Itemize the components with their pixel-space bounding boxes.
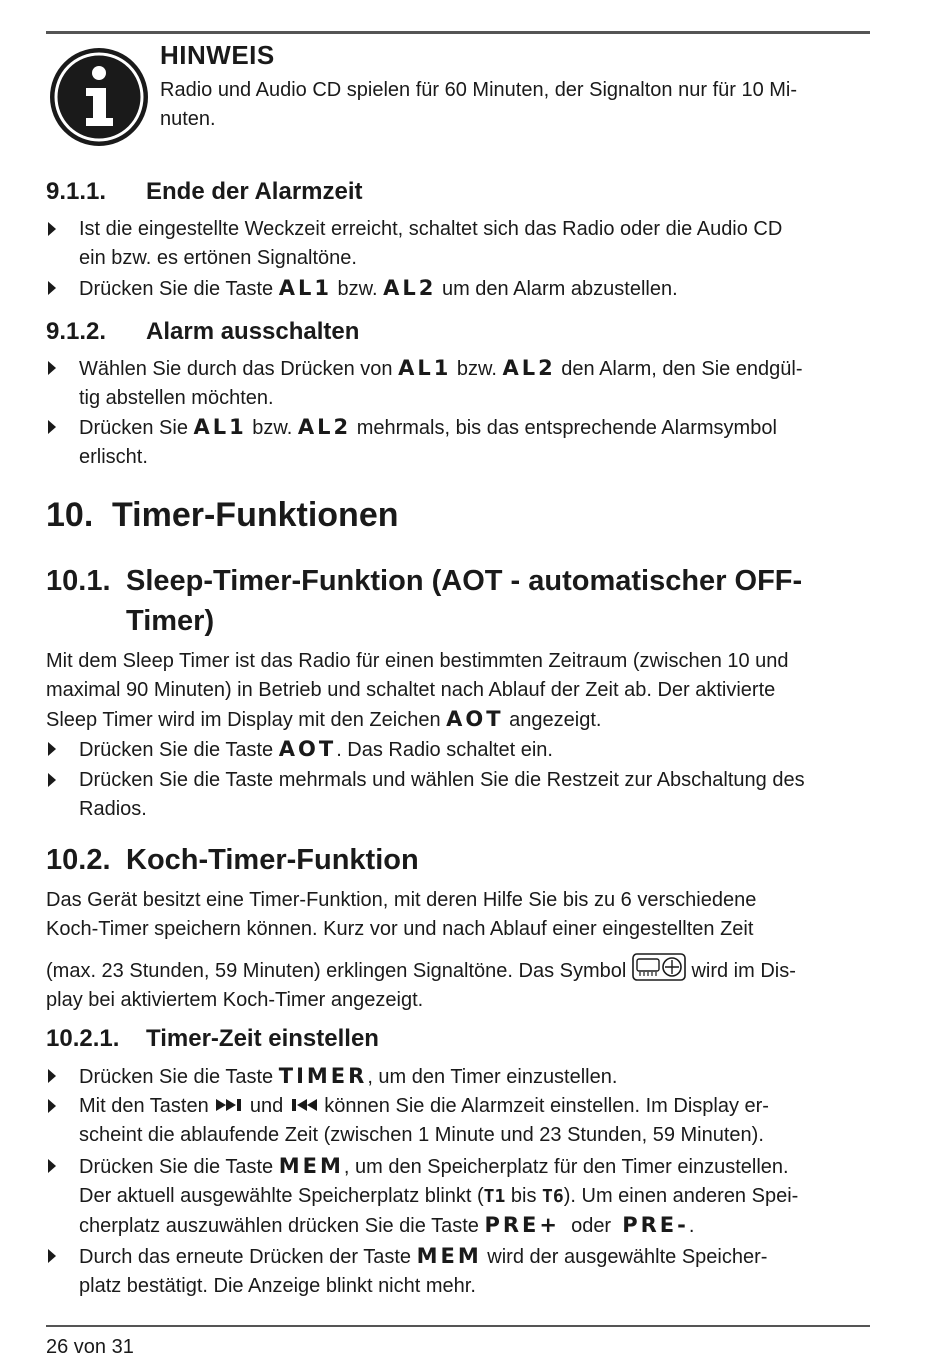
cooking-timer-icon [632,953,686,983]
paragraph [46,953,870,1015]
item-text: und [244,1095,289,1117]
chapter-title: Timer-Funktionen [112,496,399,534]
bullet-arrow-icon [48,281,56,295]
info-icon [48,46,150,148]
list-item [46,274,870,304]
para-line: (max. 23 Stunden, 59 Minuten) erklingen Signaltöne. Das Symbol [46,960,632,982]
bullet-arrow-icon [48,1159,56,1173]
hinweis-note [46,40,870,160]
section-title: Sleep-Timer-Funktion (AOT - automatischer OFF- [126,565,803,597]
section-heading-10-1 [46,561,870,641]
bullet-arrow-icon [48,742,56,756]
item-text: . [688,1215,695,1237]
key-label: PRE+ [484,1213,560,1237]
skip-previous-icon [289,1097,319,1113]
list-item [46,735,870,765]
item-text: Wählen Sie durch das Drücken von [79,358,399,380]
item-text: Radios. [79,798,147,820]
key-label: AL2 [383,276,437,300]
bullet-arrow-icon [48,420,56,434]
top-rule [46,31,870,34]
para-line: Mit dem Sleep Timer ist das Radio für einen bestimmten Zeitraum (zwischen 10 und [46,650,789,672]
section-number: 10.2.1. [46,1025,120,1052]
section-heading-9-1-2 [46,318,359,346]
list-item [46,215,870,273]
item-text: tig abstellen möchten. [79,387,274,409]
hinweis-title: HINWEIS [160,40,275,70]
para-line: Koch-Timer speichern können. Kurz vor und nach Ablauf einer eingestellten Zeit [46,918,754,940]
list-item [46,766,870,824]
item-text: um den Alarm abzustellen. [436,278,678,300]
section-title: Timer-Zeit einstellen [146,1025,379,1052]
list-item [46,1062,870,1092]
key-label: PRE- [622,1213,689,1237]
key-label: TIMER [278,1064,368,1088]
item-text: Drücken Sie die Taste mehrmals und wählen Sie die Restzeit zur Abschaltung des [79,769,805,791]
para-line: angezeigt. [503,709,602,731]
list-item [46,413,870,472]
para-line: Sleep Timer wird im Display mit den Zeichen [46,709,447,731]
section-title: Alarm ausschalten [146,318,360,345]
item-text: mehrmals, bis das entsprechende Alarmsymbol [351,417,777,439]
section-number: 10.1. [46,565,111,597]
section-title-continued: Timer) [126,605,215,637]
section-number: 9.1.1. [46,178,107,205]
paragraph [46,886,870,944]
item-text: Mit den Tasten [79,1095,215,1117]
hinweis-line: nuten. [160,108,216,130]
list-item [46,1242,870,1301]
item-text: oder [559,1215,623,1237]
item-text: ). Um einen anderen Spei- [563,1185,799,1207]
section-number: 9.1.2. [46,318,107,345]
key-label: MEM [416,1244,482,1268]
item-text: Drücken Sie die Taste [79,1156,279,1178]
para-line: Das Gerät besitzt eine Timer-Funktion, mit deren Hilfe Sie bis zu 6 verschiedene [46,889,757,911]
item-text: erlischt. [79,446,148,468]
item-text: Drücken Sie die Taste [79,739,279,761]
item-text: scheint die ablaufende Zeit (zwischen 1 Minute und 23 Stunden, 59 Minuten). [79,1124,764,1146]
list-item [46,354,870,413]
item-text: Drücken Sie die Taste [79,278,279,300]
hinweis-text [160,76,866,134]
bullet-arrow-icon [48,222,56,236]
section-title: Ende der Alarmzeit [146,178,363,205]
para-line: wird im Dis- [685,960,796,982]
item-text: bzw. [246,417,298,439]
display-segment: T1 [483,1186,506,1207]
key-label: MEM [278,1154,344,1178]
paragraph [46,647,870,735]
bullet-arrow-icon [48,1069,56,1083]
item-text: Der aktuell ausgewählte Speicherplatz blinkt ( [79,1185,484,1207]
key-label: AOT [278,737,337,761]
display-segment: T6 [542,1186,564,1207]
item-text: bzw. [332,278,384,300]
chapter-heading-10 [46,496,399,535]
page-number: 26 von 31 [46,1336,134,1358]
item-text: Durch das erneute Drücken der Taste [79,1246,417,1268]
item-text: ein bzw. es ertönen Signaltöne. [79,247,357,269]
list-item [46,1152,870,1241]
section-heading-9-1-1 [46,178,363,206]
item-text: , um den Timer einzustellen. [367,1066,618,1088]
key-label: AL1 [193,415,247,439]
item-text: cherplatz auszuwählen drücken Sie die Taste [79,1215,485,1237]
item-text: platz bestätigt. Die Anzeige blinkt nicht mehr. [79,1275,476,1297]
key-label: AL2 [502,356,556,380]
item-text: , um den Speicherplatz für den Timer einzustellen. [343,1156,789,1178]
item-text: bis [505,1185,543,1207]
section-number: 10.2. [46,844,111,876]
para-line: play bei aktiviertem Koch-Timer angezeigt. [46,989,424,1011]
para-line: maximal 90 Minuten) in Betrieb und schaltet nach Ablauf der Zeit ab. Der aktivierte [46,679,776,701]
skip-next-icon [214,1097,244,1113]
key-label: AL1 [278,276,332,300]
bottom-rule [46,1325,870,1327]
bullet-arrow-icon [48,361,56,375]
section-title: Koch-Timer-Funktion [126,844,419,876]
key-label: AOT [446,707,504,731]
item-text: Ist die eingestellte Weckzeit erreicht, schaltet sich das Radio oder die Audio CD [79,218,783,240]
hinweis-line: Radio und Audio CD spielen für 60 Minuten, der Signalton nur für 10 Mi- [160,79,798,101]
item-text: können Sie die Alarmzeit einstellen. Im Display er- [318,1095,769,1117]
section-heading-10-2 [46,840,870,880]
item-text: . Das Radio schaltet ein. [336,739,553,761]
chapter-number: 10. [46,496,94,534]
bullet-arrow-icon [48,1249,56,1263]
key-label: AL1 [398,356,452,380]
key-label: AL2 [297,415,352,439]
item-text: wird der ausgewählte Speicher- [481,1246,768,1268]
manual-page [46,0,870,1362]
list-item [46,1092,870,1150]
bullet-arrow-icon [48,773,56,787]
item-text: den Alarm, den Sie endgül- [555,358,803,380]
item-text: Drücken Sie [79,417,194,439]
item-text: Drücken Sie die Taste [79,1066,279,1088]
section-heading-10-2-1 [46,1025,379,1053]
item-text: bzw. [451,358,503,380]
bullet-arrow-icon [48,1099,56,1113]
